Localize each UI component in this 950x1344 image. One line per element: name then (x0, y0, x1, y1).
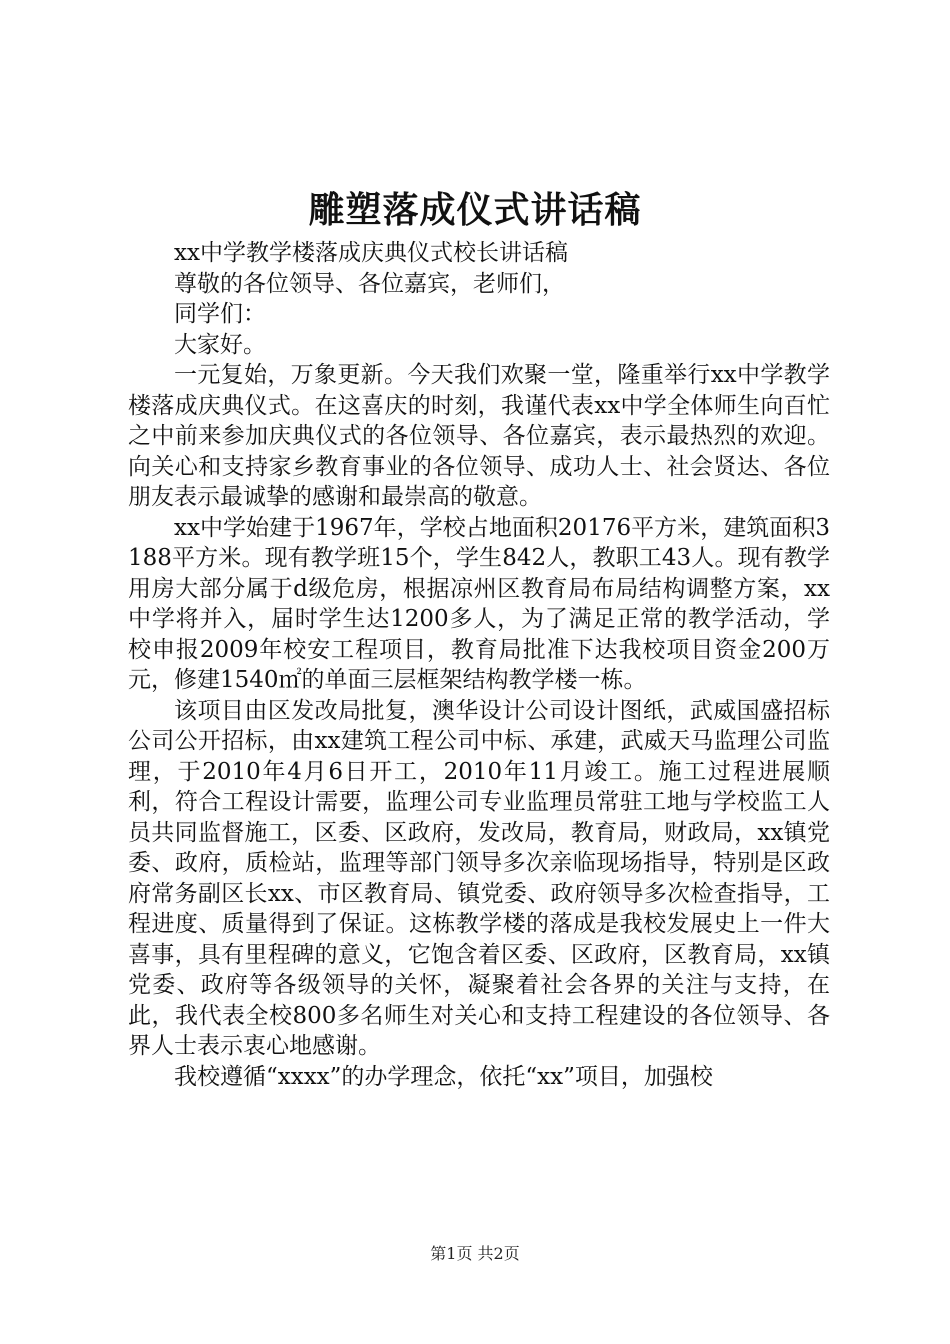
paragraph-project: 该项目由区发改局批复，澳华设计公司设计图纸，武威国盛招标公司公开招标，由xx建筑工程公司中标、承建，武威天马监理公司监理，于2010年4月6日开工，2010年11月竣工。施工过程进展顺利，符合工程设计需要，监理公司专业监理员常驻工地与学校监工人员共同监督施工，区委、区政府，发改局，教育局，财政局，xx镇党委、政府，质检站，监理等部门领导多次亲临现场指导，特别是区政府常务副区长xx、市区教育局、镇党委、政府领导多次检查指导，工程进度、质量得到了保证。这栋教学楼的落成是我校发展史上一件大喜事，具有里程碑的意义，它饱含着区委、区政府，区教育局，xx镇党委、政府等各级领导的关怀，凝聚着社会各界的关注与支持，在此，我代表全校800多名师生对关心和支持工程建设的各位领导、各界人士表示衷心地感谢。 (128, 697, 830, 1059)
paragraph-philosophy: 我校遵循“xxxx”的办学理念，依托“xx”项目，加强校 (174, 1063, 713, 1090)
document-body (128, 238, 830, 1092)
paragraph-greeting: 大家好。 (174, 331, 266, 358)
document-title: 雕塑落成仪式讲话稿 (308, 189, 642, 231)
paragraph-salutation: 尊敬的各位领导、各位嘉宾，老师们， (174, 270, 565, 297)
paragraph-school-history: xx中学始建于1967年，学校占地面积20176平方米，建筑面积3188平方米。现有教学班15个，学生842人，教职工43人。现有教学用房大部分属于d级危房，根据凉州区教育局布局结构调整方案，xx中学将并入，届时学生达1200多人，为了满足正常的教学活动，学校申报2009年校安工程项目，教育局批准下达我校项目资金200万元，修建1540㎡的单面三层框架结构教学楼一栋。 (128, 514, 830, 693)
page-footer: 第1页 共2页 (430, 1244, 520, 1263)
paragraph-welcome: 一元复始，万象更新。今天我们欢聚一堂，隆重举行xx中学教学楼落成庆典仪式。在这喜庆的时刻，我谨代表xx中学全体师生向百忙之中前来参加庆典仪式的各位领导、各位嘉宾，表示最热烈的欢迎。向关心和支持家乡教育事业的各位领导、成功人士、社会贤达、各位朋友表示最诚挚的感谢和最崇高的敬意。 (128, 362, 830, 510)
paragraph-salutation-cont: 同学们： (174, 301, 266, 327)
paragraph-subtitle: xx中学教学楼落成庆典仪式校长讲话稿 (174, 240, 568, 266)
